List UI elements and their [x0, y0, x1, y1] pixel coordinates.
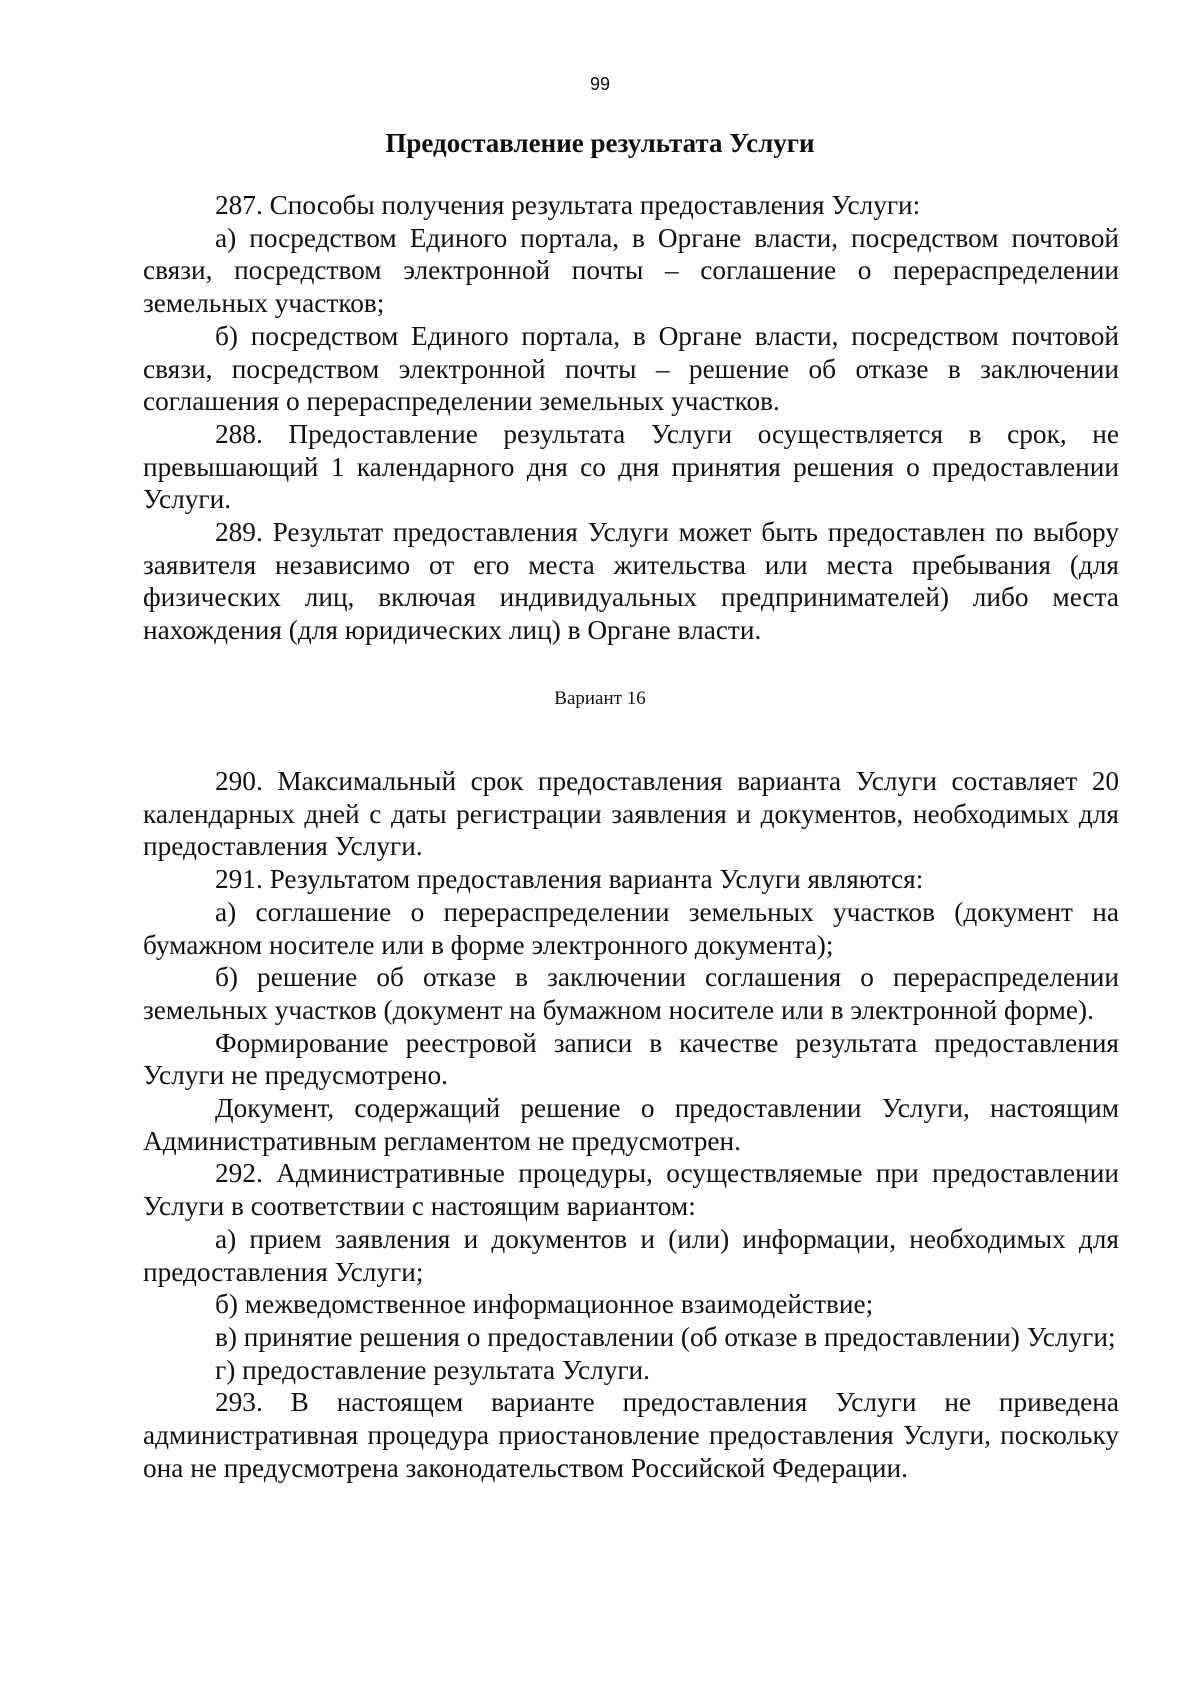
variant-heading: Вариант 16	[554, 688, 646, 709]
paragraph-290: 290. Максимальный срок предоставления варианта Услуги составляет 20 календарных дней с даты регистрации заявления и документов, необходимых для предоставления Услуги.	[143, 766, 1119, 862]
paragraph-287: 287. Способы получения результата предоставления Услуги:	[215, 190, 921, 220]
paragraph-292-g: г) предоставление результата Услуги.	[215, 1354, 650, 1385]
page-number: 99	[589, 74, 611, 94]
paragraph-291-b: б) решение об отказе в заключении соглашения о перераспределении земельных участков (документ на бумажном носителе или в электронной форме).	[143, 962, 1119, 1025]
paragraph-287-a: а) посредством Единого портала, в Органе власти, посредством почтовой связи, посредством электронной почты – соглашение о перераспределении земельных участков;	[143, 222, 1119, 319]
paragraph-292-b: б) межведомственное информационное взаимодействие;	[215, 1289, 874, 1320]
section-body	[143, 189, 1119, 647]
paragraph-288: 288. Предоставление результата Услуги осуществляется в срок, не превышающий 1 календарного дня со дня принятия решения о предоставлении Услуги.	[143, 418, 1119, 515]
paragraph-decision-document: Документ, содержащий решение о предоставлении Услуги, настоящим Административным регламентом не предусмотрен.	[143, 1093, 1119, 1156]
paragraph-291: 291. Результатом предоставления варианта Услуги являются:	[215, 864, 924, 895]
paragraph-287-b: б) посредством Единого портала, в Органе власти, посредством почтовой связи, посредством электронной почты – решение об отказе в заключении соглашения о перераспределении земельных участков.	[143, 320, 1119, 417]
paragraph-registry-record: Формирование реестровой записи в качестве результата предоставления Услуги не предусмотрено.	[143, 1027, 1119, 1091]
paragraph-289: 289. Результат предоставления Услуги может быть предоставлен по выбору заявителя независимо от его места жительства или места пребывания (для физических лиц, включая индивидуальных предпринимателей) либо места нахождения (для юридических лиц) в Органе власти.	[143, 517, 1119, 646]
section-title: Предоставление результата Услуги	[385, 128, 815, 158]
paragraph-292: 292. Административные процедуры, осуществляемые при предоставлении Услуги в соответствии с настоящим вариантом:	[143, 1158, 1119, 1222]
paragraph-291-a: а) соглашение о перераспределении земельных участков (документ на бумажном носителе или в форме электронного документа);	[143, 896, 1119, 960]
variant-body	[143, 765, 1119, 1484]
paragraph-292-a: а) прием заявления и документов и (или) информации, необходимых для предоставления Услуги;	[143, 1223, 1119, 1287]
paragraph-293: 293. В настоящем варианте предоставления Услуги не приведена административная процедура приостановление предоставления Услуги, поскольку она не предусмотрена законодательством Российской Федерации.	[143, 1387, 1119, 1483]
paragraph-292-v: в) принятие решения о предоставлении (об отказе в предоставлении) Услуги;	[215, 1321, 1116, 1352]
